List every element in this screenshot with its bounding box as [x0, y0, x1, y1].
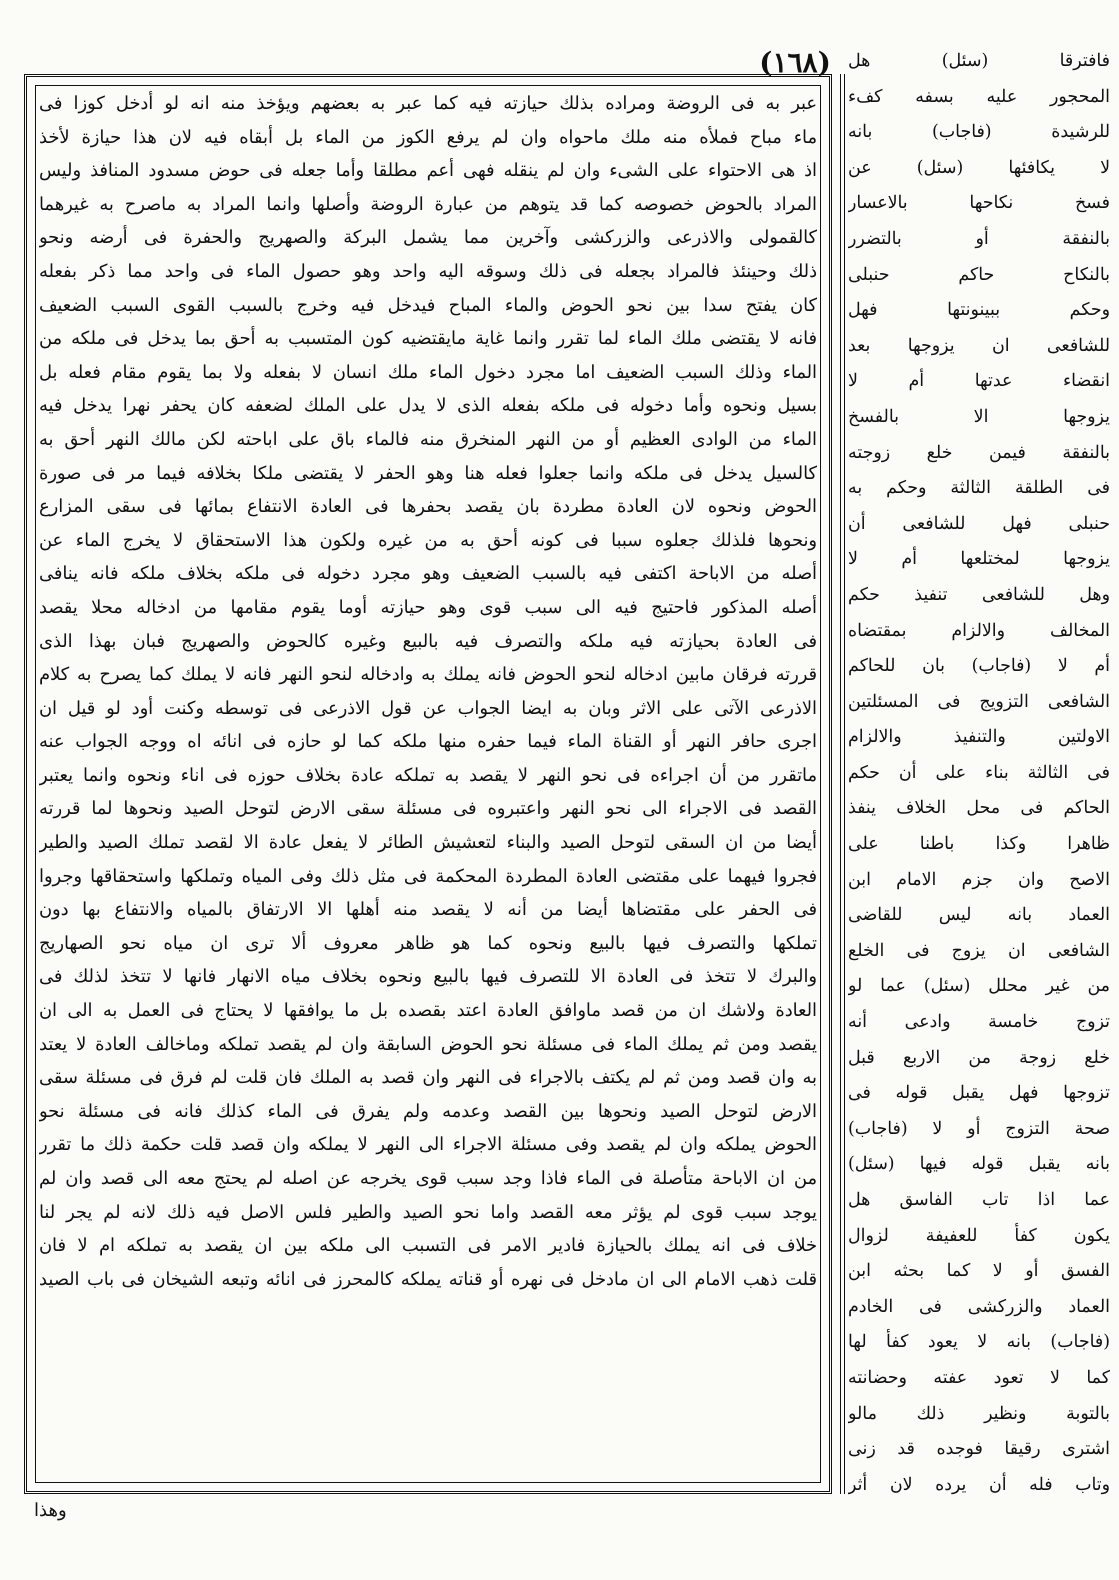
main-text-line: الماء وذلك السبب الضعيف اما مجرد دخول الماء ملك انسان لا بفعله ولا بما يقوم مقام فعله بل [39, 361, 817, 383]
margin-text-line: خلع زوجة من الاربع قبل [848, 1047, 1110, 1068]
margin-text-line: المخالف والالزام بمقتضاه [848, 620, 1110, 641]
margin-text-line: (فاجاب) بانه لا يعود كفأ لها [848, 1332, 1110, 1353]
main-text-line: ونحوها فلذلك جعلوه سببا فى كونه أحق به من غيره ولكون هذا الاستحقاق لا يخرج الماء عن [39, 529, 817, 551]
catchword: وهذا [34, 1500, 67, 1521]
margin-text-line: المحجور عليه بسفه كفء [848, 86, 1110, 107]
margin-text-line: تزوجها فهل يقبل قوله فى [848, 1083, 1110, 1104]
margin-text-line: الاصح وان جزم الامام ابن [848, 869, 1110, 890]
margin-text-line: تزوج خامسة وادعى أنه [848, 1012, 1110, 1033]
main-text-line: ماء مباح فملأه منه ملك ماحواه وان لم يرفع الكوز من الماء بل أبقاه فيه لان هذا حيازة لأخذ [39, 126, 817, 148]
margin-text-line: بالنفقة أو بالتضرر [848, 228, 1110, 249]
margin-text-line: فسخ نكاحها بالاعسار [848, 193, 1110, 214]
main-text-line: اذ هى الاحتواء على الشىء وان لم ينقله فهى أعم مطلقا وأما جعله فى حوض مسدود المنافذ وليس [39, 160, 817, 182]
page-number: (١٦٨) [759, 46, 831, 79]
main-text-line: يقصد ومن ثم يملك الماء فى مسئلة نحو الحوض السابقة وان لم يقصد تملكه وماخالف العادة لا يعتد [39, 1033, 817, 1055]
margin-text-line: للرشيدة (فاجاب) بانه [848, 122, 1110, 143]
margin-text-line: وحكم ببينونتها فهل [848, 300, 1110, 321]
margin-text-line: يكون كفأ للعفيفة لزوال [848, 1225, 1110, 1246]
main-text-line: ماتقرر من أن اجراءه فى نحو النهر لا يقصد به تملكه عادة بخلاف حوزه فى اناء ونحوه وانما يعتبر [39, 764, 817, 786]
margin-text-line: يزوجها لمختلعها أم لا [848, 549, 1110, 570]
margin-text-line: صحة التزوج أو لا (فاجاب) [848, 1118, 1110, 1139]
main-text-line: أصله من الاباحة اكتفى فيه بالسبب الضعيف وهو مجرد دخوله فى ملكه بخلاف ملكه فانه ينافى [39, 563, 817, 585]
margin-text-line: للشافعى ان يزوجها بعد [848, 335, 1110, 356]
main-text-line: يوجد سبب قوى لم يؤثر معه القصد واما نحو الصيد والطير فلس الاصل فيه ذلك لانه لم يجر لنا [39, 1201, 817, 1223]
main-text-line: فى العادة بحيازته فيه ملكه والتصرف فيه بالبيع وغيره كالحوض والصهريج فبان بهذا الذى [39, 630, 817, 652]
margin-text-line: وتاب فله أن يرده لان أثر [848, 1474, 1110, 1495]
margin-text-line: الحاكم فى محل الخلاف ينفذ [848, 798, 1110, 819]
main-text-line: كان يفتح سدا بين نحو الحوض والماء المباح فيدخل فيه وخرج بالسبب القوى السبب الضعيف [39, 294, 817, 316]
margin-text-line: بالتوبة ونظير ذلك مالو [848, 1403, 1110, 1424]
main-text-line: أيضا من ان السقى لتوحل الصيد والبناء لتعشيش الطائر لا يفعل عادة الا لقصد تملك الصيد والطير [39, 832, 817, 854]
margin-text-line: من غير محلل (سئل) عما لو [848, 976, 1110, 997]
margin-text-line: الفسق أو لا كما بحثه ابن [848, 1261, 1110, 1282]
margin-text-line: بالنكاح حاكم حنبلى [848, 264, 1110, 285]
margin-text-line: انقضاء عدتها أم لا [848, 371, 1110, 392]
margin-text-line: حنبلى فهل للشافعى أن [848, 513, 1110, 534]
main-text-line: من ان الاباحة متأصلة فى الماء فاذا وجد سبب قوى يخرجه عن اصله لم يحتج معه الى قصد وان لم [39, 1168, 817, 1189]
main-text-line: كالقمولى والاذرعى والزركشى وآخرين مما يشمل البركة والصهريج والحفرة فى أرضه ونحو [39, 227, 817, 249]
main-text-line: الاذرعى الآتى على الاثر وبان به ايضا الجواب عن قول الاذرعى فى توسطه وكنت أود لو قيل ان [39, 697, 817, 719]
main-text-line: تملكها والتصرف فيها بالبيع ونحوه كما هو ظاهر معروف ألا ترى ان مياه نحو الصهاريج [39, 932, 817, 954]
margin-text-line: لا يكافئها (سئل) عن [848, 157, 1110, 178]
margin-text-line: فى الثالثة بناء على أن حكم [848, 762, 1110, 783]
margin-text-line: الشافعى التزويج فى المسئلتين [848, 691, 1110, 712]
main-text-line: فجروا فيهما على مقتضى العادة المطردة المحكمة فى مثل ذلك وفى المياه وتملكها واستحقاقها وجروا [39, 865, 817, 887]
main-text-line: اجرى حافر النهر أو القناة الماء فيما حفره منها ملكه كما لو حازه فى انائه اه ووجه الجواب عنه [39, 731, 817, 753]
margin-text-line: يزوجها الا بالفسخ [848, 406, 1110, 427]
main-text-line: بسيل ونحوه وأما دخوله فى ملكه بفعله الذى لا يدل على الملك لضعفه كان يحفر نهرا يدخل فيه [39, 395, 817, 417]
main-text-line: أصله المذكور فاحتيج فيه الى سبب قوى وهو حيازته أوما يقوم مقامها من ادخاله محلا يقصد [39, 596, 817, 618]
main-text-line: العادة ولاشك ان من قصد ماوافق العادة اعتد بقصده بل ما يوافقها لا يحتاج فى العمل به الى ان [39, 1000, 817, 1022]
main-text-line: به وان قصد ومن ثم لم يكتف بالاجراء فى النهر وان قصد به الملك فان قلت لم فرق فى مسئلة سقى [39, 1067, 817, 1089]
main-text-line: والبرك لا تتخذ فى العادة الا للتصرف فيها بالبيع ونحوه بخلاف مياه الانهار فانها لا تتخذ لذلك فى [39, 966, 817, 988]
main-text-line: فى الحفر على مقتضاها أيضا من أنه لا يقصد منه أهلها الا الارتفاق بالمياه والانتفاع بها دون [39, 899, 817, 921]
main-text-line: قررته فرقان مابين ادخاله لنحو الحوض فانه يملك به وادخاله لنحو النهر فانه لا يملك كما يصرح به كلام [39, 664, 817, 686]
margin-text-line: كما لا تعود عفته وحضانته [848, 1367, 1110, 1388]
margin-text-line: الاولتين والتنفيذ والالزام [848, 727, 1110, 748]
margin-text-line: اشترى رقيقا فوجده قد زنى [848, 1439, 1110, 1460]
main-text-frame [24, 74, 832, 1494]
margin-divider [840, 74, 845, 1494]
main-text-line: الحوض ونحوه لان العادة مطردة بان يقصد بحفرها فى العادة الانتفاع بمائها فى سقى المزارع [39, 496, 817, 518]
margin-text-line: الشافعى ان يزوج فى الخلع [848, 940, 1110, 961]
margin-text-line: أم لا (فاجاب) بان للحاكم [848, 656, 1110, 677]
main-text-line: القصد فى الاجراء الى نحو النهر واعتبروه فى مسئلة سقى الارض لتوحل الصيد ونحوها لما قررته [39, 798, 817, 820]
margin-text-line: بالنفقة فيمن خلع زوجته [848, 442, 1110, 463]
main-text-line: الارض لتوحل الصيد ونحوها بين القصد وعدمه ولم يفرق فى الماء كذلك فانه فى مسئلة نحو [39, 1100, 817, 1122]
main-text-line: خلاف فى انه يملك بالحيازة فادير الامر فى التسبب الى ملكه بين ان يقصد به تملكه ام لا فان [39, 1235, 817, 1257]
margin-text-line: العماد بانه ليس للقاضى [848, 905, 1110, 926]
main-text-line: كالسيل يدخل فى ملكه وانما جعلوا فعله هنا وهو الحفر لا يقتضى ملكا بخلافه فيما مر فى صورة [39, 462, 817, 484]
main-text-line: الماء من الوادى العظيم أو من النهر المنخرق منه فالماء باق على اباحته لكن مالك النهر أحق به [39, 428, 817, 450]
main-text-line: المراد بالحوض خصوصه كما قد يتوهم من عبارة الروضة وأصلها وانما المراد به ماصرح به غيرهما [39, 193, 817, 215]
margin-text-line: فافترقا (سئل) هل [848, 51, 1110, 71]
main-text-line: قلت ذهب الامام الى ان مادخل فى نهره أو قناته يملكه كالمحرز فى انائه وتبعه الشيخان فى باب الصيد [39, 1268, 817, 1290]
margin-text-line: بانه يقبل قوله فيها (سئل) [848, 1154, 1110, 1175]
main-text-line: فانه لا يقتضى ملك الماء لما تقرر وانما غاية مايقتضيه كون المتسبب به أحق بما يدخل فى ملكه من [39, 328, 817, 350]
main-text-line: الحوض يملكه وان لم يقصد وفى مسئلة الاجراء الى النهر لا يملكه وان قصد قلت حكمة ذلك ما تقرر [39, 1134, 817, 1156]
main-text-line: ذلك وحينئذ فالمراد بجعله فى ذلك وسوقه اليه واحد وهو حصول الماء فى واحد مما ذكر بفعله [39, 260, 817, 282]
margin-text-line: وهل للشافعى تنفيذ حكم [848, 584, 1110, 605]
margin-text-line: عما اذا تاب الفاسق هل [848, 1190, 1110, 1210]
margin-text-line: فى الطلقة الثالثة وحكم به [848, 478, 1110, 499]
margin-commentary [848, 44, 1110, 1503]
main-text-body [39, 87, 817, 1296]
main-text-line: عبر به فى الروضة ومراده بذلك حيازته فيه كما عبر به بعضهم ويؤخذ منه انه لو أدخل كوزا فى [39, 93, 817, 114]
margin-text-line: العماد والزركشى فى الخادم [848, 1296, 1110, 1317]
margin-text-line: ظاهرا وكذا باطنا على [848, 834, 1110, 855]
